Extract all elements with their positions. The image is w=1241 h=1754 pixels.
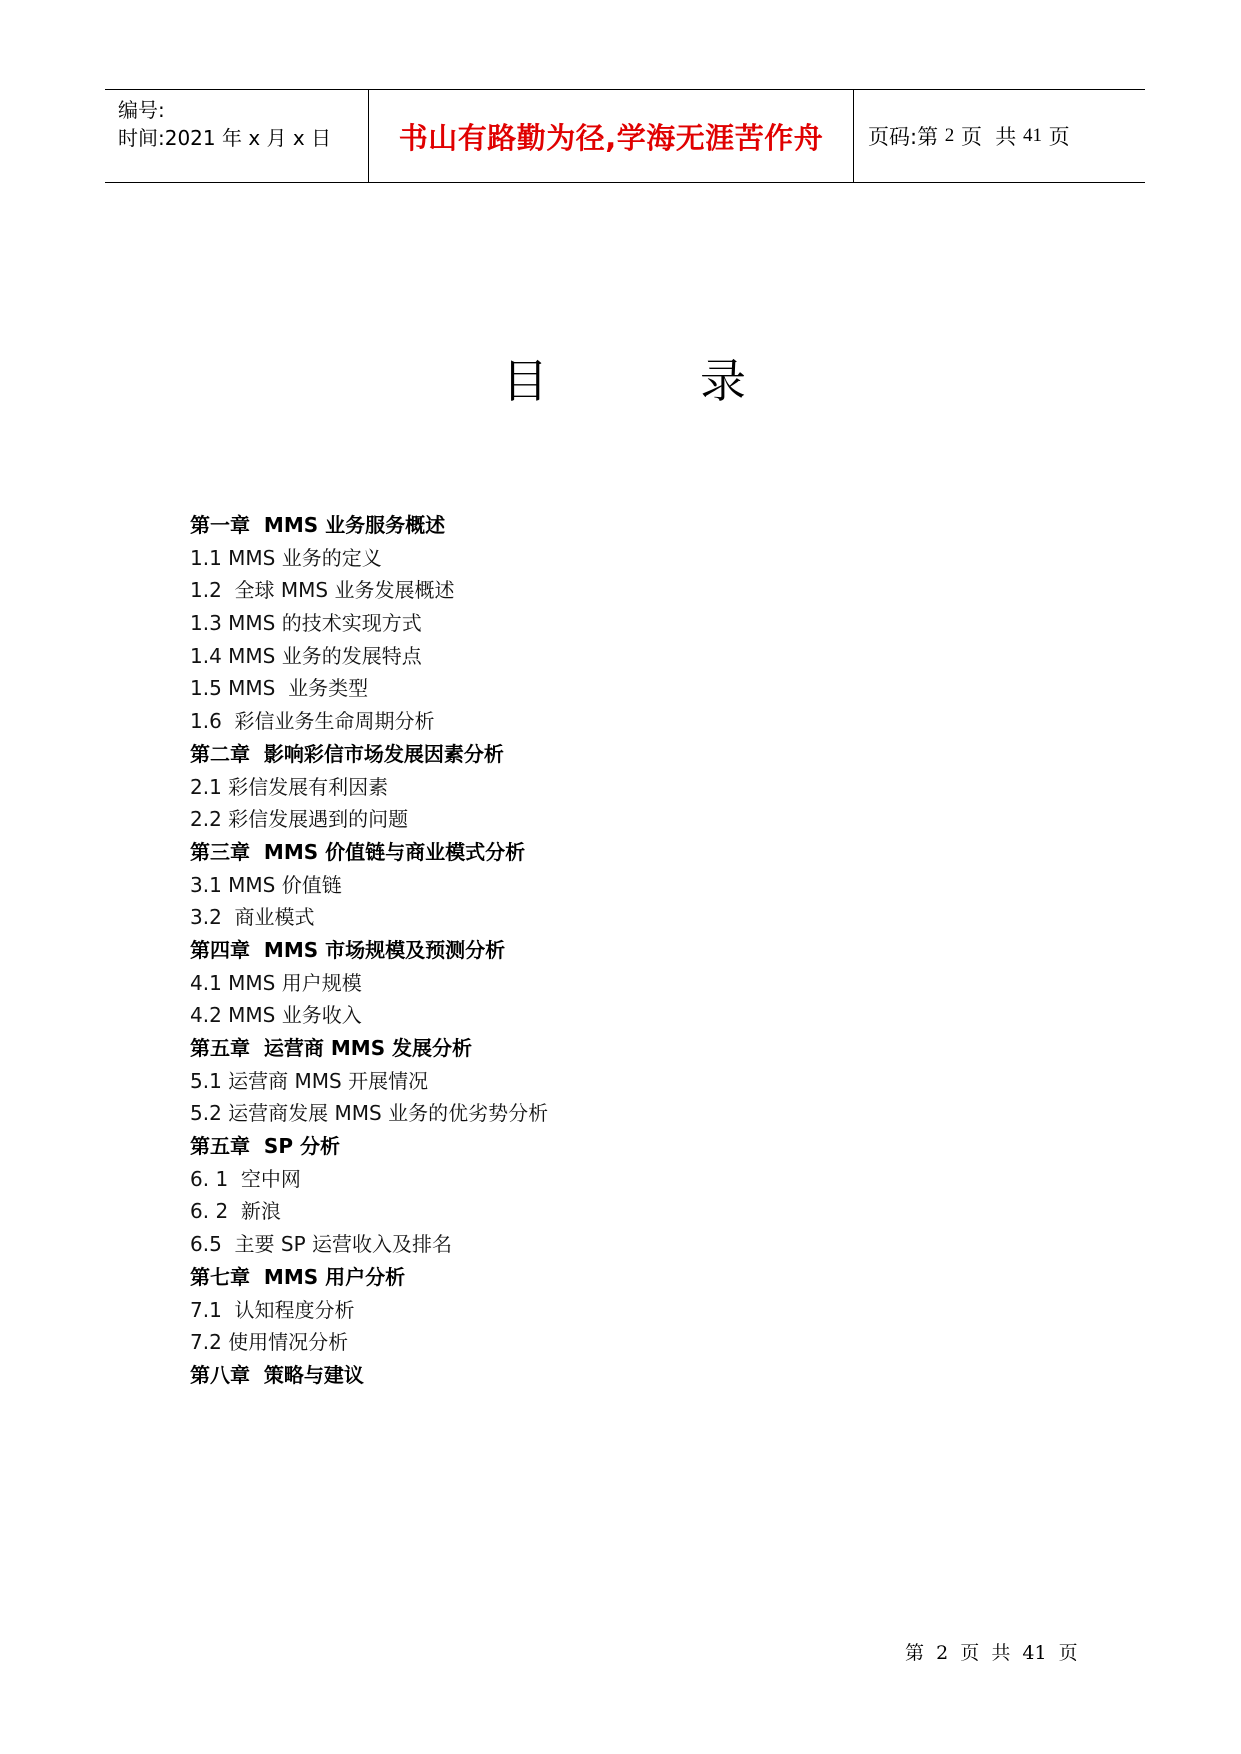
toc-section-item[interactable]: 2.2 彩信发展遇到的问题 (190, 807, 409, 832)
page-header (105, 89, 1145, 183)
title-char-1: 目 (502, 354, 548, 408)
toc-section-item[interactable]: 6. 2 新浪 (190, 1199, 281, 1224)
toc-section-item[interactable]: 2.1 彩信发展有利因素 (190, 774, 389, 799)
total-pages-number: 41 (1022, 125, 1042, 146)
document-time-label: 时间:2021 年 x 月 x 日 (118, 126, 332, 150)
toc-chapter-heading[interactable]: 第一章 MMS 业务服务概述 (190, 513, 446, 537)
toc-section-item[interactable]: 5.2 运营商发展 MMS 业务的优劣势分析 (190, 1101, 549, 1126)
page-prefix: 页码:第 (868, 125, 945, 149)
toc-section-item[interactable]: 3.2 商业模式 (190, 905, 315, 930)
toc-section-item[interactable]: 5.1 运营商 MMS 开展情况 (190, 1068, 429, 1093)
header-meta-cell (105, 90, 369, 182)
table-of-contents (190, 509, 548, 1392)
toc-section-item[interactable]: 6.5 主要 SP 运营收入及排名 (190, 1232, 452, 1257)
toc-section-item[interactable]: 7.2 使用情况分析 (190, 1330, 349, 1355)
page-mid: 页 共 (954, 125, 1023, 149)
toc-chapter-heading[interactable]: 第五章 运营商 MMS 发展分析 (190, 1036, 473, 1060)
toc-section-item[interactable]: 4.2 MMS 业务收入 (190, 1003, 362, 1028)
page-suffix: 页 (1041, 125, 1070, 149)
toc-section-item[interactable]: 1.1 MMS 业务的定义 (190, 545, 382, 570)
header-page-cell (854, 90, 1145, 182)
current-page-number: 2 (944, 125, 955, 146)
toc-section-item[interactable]: 1.3 MMS 的技术实现方式 (190, 611, 422, 636)
toc-chapter-heading[interactable]: 第三章 MMS 价值链与商业模式分析 (190, 839, 526, 864)
toc-section-item[interactable]: 3.1 MMS 价值链 (190, 872, 342, 897)
toc-section-item[interactable]: 7.1 认知程度分析 (190, 1297, 355, 1322)
toc-chapter-heading[interactable]: 第二章 影响彩信市场发展因素分析 (190, 741, 504, 766)
toc-chapter-heading[interactable]: 第四章 MMS 市场规模及预测分析 (190, 937, 506, 962)
toc-section-item[interactable]: 1.2 全球 MMS 业务发展概述 (190, 578, 455, 603)
toc-chapter-heading[interactable]: 第八章 策略与建议 (190, 1362, 364, 1387)
title-char-2: 录 (700, 354, 746, 408)
toc-section-item[interactable]: 4.1 MMS 用户规模 (190, 970, 362, 995)
page-footer: 第 2 页 共 41 页 (905, 1642, 1078, 1664)
toc-section-item[interactable]: 1.5 MMS 业务类型 (190, 676, 369, 701)
toc-section-item[interactable]: 6. 1 空中网 (190, 1166, 301, 1191)
header-motto-cell (369, 90, 854, 182)
toc-section-item[interactable]: 1.4 MMS 业务的发展特点 (190, 643, 422, 668)
toc-section-item[interactable]: 1.6 彩信业务生命周期分析 (190, 709, 435, 734)
toc-chapter-heading[interactable]: 第七章 MMS 用户分析 (190, 1264, 406, 1289)
toc-chapter-heading[interactable]: 第五章 SP 分析 (190, 1134, 340, 1159)
document-number-label: 编号: (118, 98, 165, 122)
header-motto: 书山有路勤为径,学海无涯苦作舟 (398, 120, 824, 155)
